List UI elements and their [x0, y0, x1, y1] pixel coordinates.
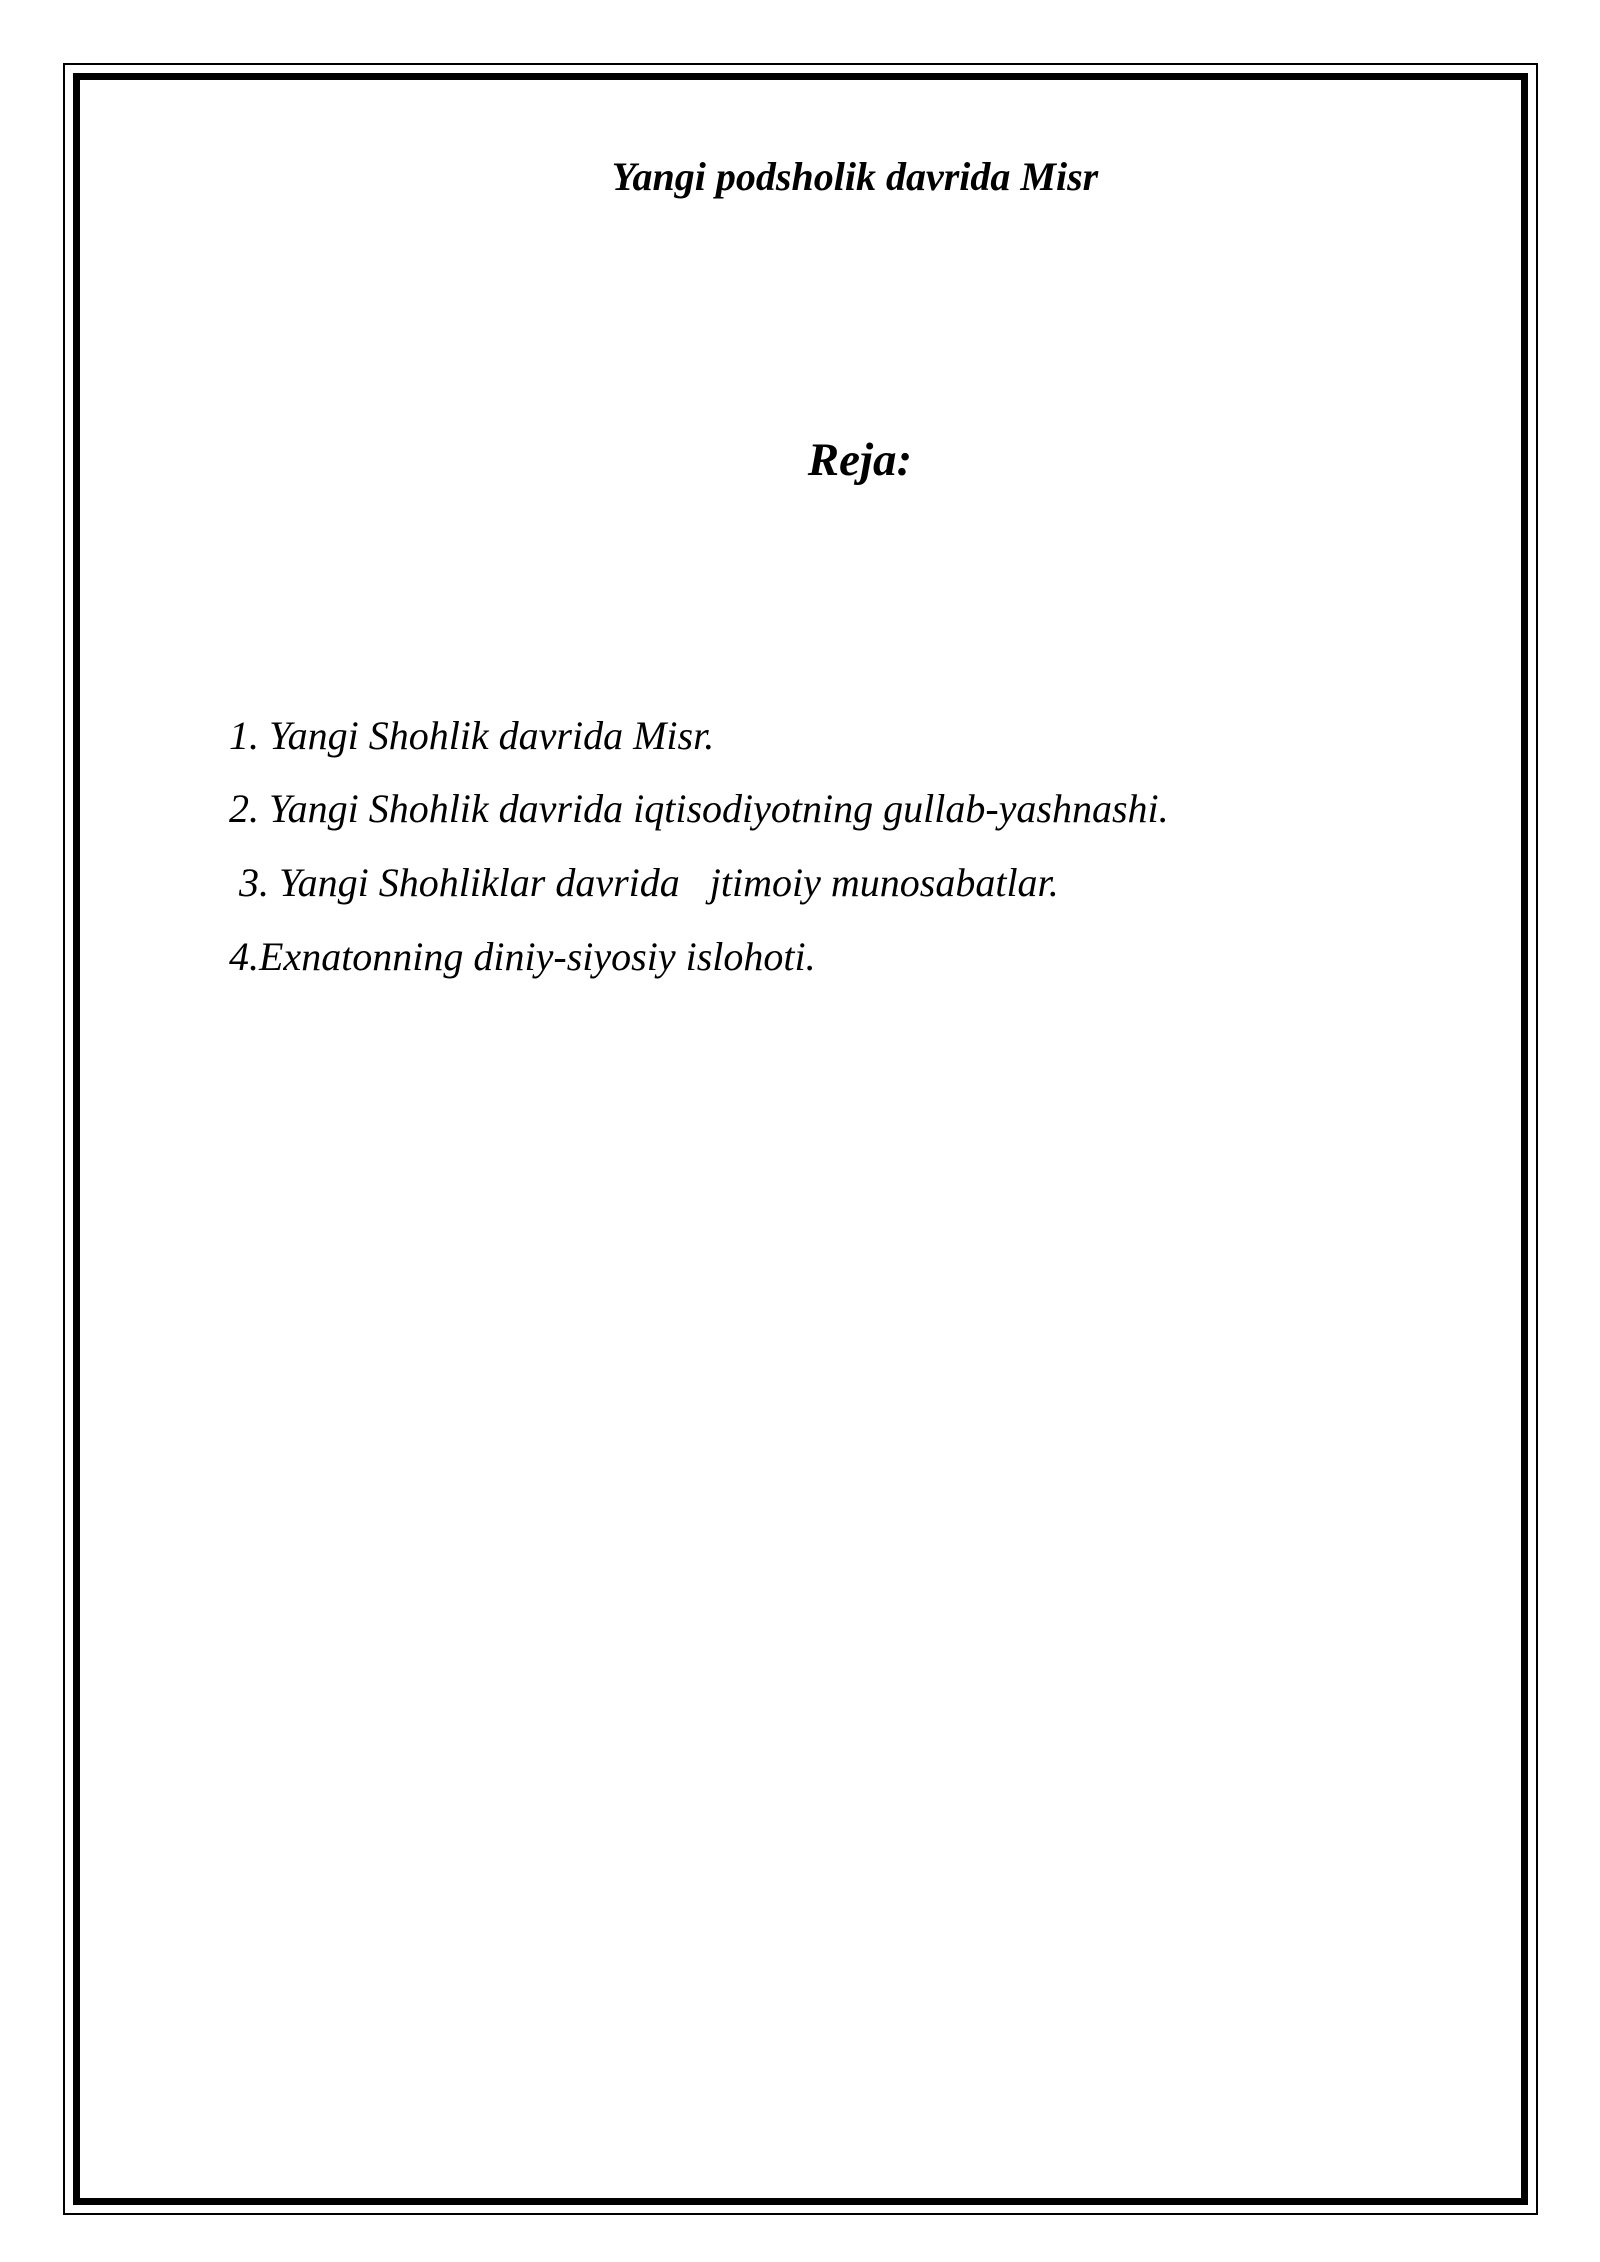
plan-heading: Reja: — [807, 434, 913, 486]
plan-item-4: 4.Exnatonning diniy-siyosiy islohoti. — [229, 934, 816, 979]
document-title: Yangi podsholik davrida Misr — [611, 154, 1099, 199]
plan-item-2: 2. Yangi Shohlik davrida iqtisodiyotning gullab-yashnashi. — [229, 786, 1169, 831]
plan-item-3: 3. Yangi Shohliklar davrida jtimoiy munosabatlar. — [239, 860, 1059, 905]
plan-item-1: 1. Yangi Shohlik davrida Misr. — [229, 713, 715, 758]
